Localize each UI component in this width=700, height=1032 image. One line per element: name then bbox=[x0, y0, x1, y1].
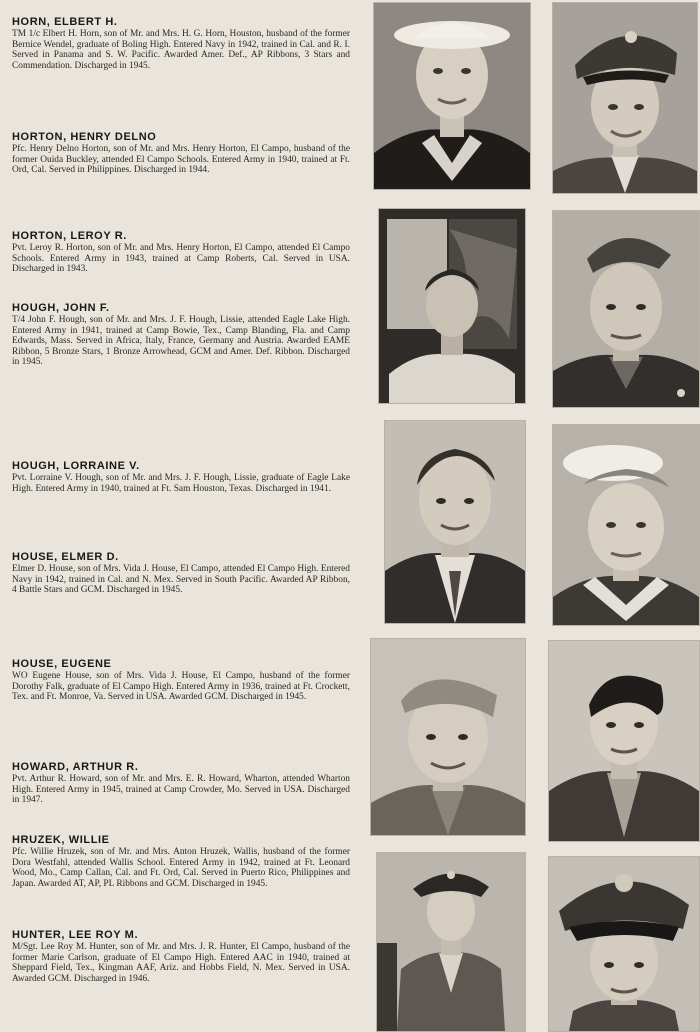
entry-bio: Pvt. Leroy R. Horton, son of Mr. and Mrs. Henry Horton, El Campo, attended El Campo Schools. Entered Army in 1943, trained at Camp Roberts, Cal. Served in USA. Discharged in 1943. bbox=[12, 243, 350, 275]
entry-horn-elbert bbox=[12, 16, 350, 71]
entry-bio: Elmer D. House, son of Mrs. Vida J. House, El Campo, attended El Campo High. Entered Navy in 1942, trained in Cal. and N. Mex. Served in South Pacific. Awarded AP Ribbon, 4 Battle Stars and GCM. Discharged in 1945. bbox=[12, 564, 350, 596]
entry-bio: M/Sgt. Lee Roy M. Hunter, son of Mr. and Mrs. J. R. Hunter, El Campo, husband of the former Marie Carlson, graduate of El Campo High. Entered AAC in 1940, trained at Sheppard Field, Tex., Kingman AAF, Ariz. and Hobbs Field, N. Mex. Served in USA. Awarded GCM. Discharged in 1946. bbox=[12, 942, 350, 984]
portrait-photo-hruzek-willie bbox=[376, 852, 526, 1032]
portrait-photo-horton-leroy bbox=[378, 208, 526, 404]
entry-name: HOWARD, ARTHUR R. bbox=[12, 761, 139, 773]
entry-horton-leroy bbox=[12, 230, 350, 275]
portrait-photo-hough-lorraine bbox=[384, 420, 526, 624]
portrait-photo-howard-arthur bbox=[548, 640, 700, 842]
entry-hruzek-willie bbox=[12, 834, 350, 889]
entry-bio: T/4 John F. Hough, son of Mr. and Mrs. J. F. Hough, Lissie, attended Eagle Lake High. Entered Army in 1941, trained at Camp Bowie, Tex., Camp Blanding, Fla. and Camp Edwards, Mass. Served in Africa, Italy, France, Germany and Austria. Awarded EAME Ribbon, 5 Bronze Stars, 1 Bronze Arrowhead, GCM and Amer. Def. Ribbon. Discharged in 1945. bbox=[12, 315, 350, 368]
portrait-photo-horton-henry bbox=[552, 2, 698, 194]
entry-name: HOUSE, ELMER D. bbox=[12, 551, 119, 563]
entry-name: HOUSE, EUGENE bbox=[12, 658, 112, 670]
entry-name: HORTON, LEROY R. bbox=[12, 230, 127, 242]
entry-name: HUNTER, LEE ROY M. bbox=[12, 929, 139, 941]
entry-hunter-leeroy bbox=[12, 929, 350, 984]
entry-bio: TM 1/c Elbert H. Horn, son of Mr. and Mrs. H. G. Horn, Houston, husband of the former Bernice Wendel, graduate of Boling High. Entered Navy in 1942, trained in Cal. and R. I. Served in Panama and S. W. Pacific. Awarded Amer. Def., AP Ribbons, 3 Stars and Commendation. Discharged in 1945. bbox=[12, 29, 350, 71]
portrait-photo-house-elmer bbox=[552, 424, 700, 626]
entry-hough-lorraine bbox=[12, 460, 350, 494]
portrait-photo-house-eugene bbox=[370, 638, 526, 836]
portrait-photo-hough-john bbox=[552, 210, 700, 408]
entry-name: HOUGH, JOHN F. bbox=[12, 302, 110, 314]
entry-name: HORTON, HENRY DELNO bbox=[12, 131, 157, 143]
entry-howard-arthur bbox=[12, 761, 350, 806]
portrait-photo-horn bbox=[373, 2, 531, 190]
entry-house-elmer bbox=[12, 551, 350, 596]
entry-hough-john bbox=[12, 302, 350, 368]
portrait-photo-hunter-leeroy bbox=[548, 856, 700, 1032]
entry-bio: Pvt. Arthur R. Howard, son of Mr. and Mrs. E. R. Howard, Wharton, attended Wharton High. Entered Army in 1945, trained at Camp Crowder, Mo. Served in USA. Discharged in 1947. bbox=[12, 774, 350, 806]
entry-bio: Pvt. Lorraine V. Hough, son of Mr. and Mrs. J. F. Hough, Lissie, graduate of Eagle Lake High. Entered Army in 1940, trained at Ft. Sam Houston, Texas. Discharged in 1941. bbox=[12, 473, 350, 494]
entry-name: HRUZEK, WILLIE bbox=[12, 834, 110, 846]
entry-house-eugene bbox=[12, 658, 350, 703]
entry-name: HORN, ELBERT H. bbox=[12, 16, 118, 28]
entry-bio: Pfc. Henry Delno Horton, son of Mr. and Mrs. Henry Horton, El Campo, husband of the former Ouida Buckley, attended El Campo Schools. Entered Army in 1940, trained at Ft. Ord, Cal. Served in Philippines. Discharged in 1944. bbox=[12, 144, 350, 176]
entry-bio: Pfc. Willie Hruzek, son of Mr. and Mrs. Anton Hruzek, Wallis, husband of the former Dora Westfahl, attended Wallis School. Entered Army in 1942, trained at Ft. Leonard Wood, Mo., Camp Callan, Cal. and Ft. Ord, Cal. Served in Puerto Rico, Philippines and Japan. Awarded AT, AP, PL Ribbons and GCM. Discharged in 1945. bbox=[12, 847, 350, 889]
entry-bio: WO Eugene House, son of Mrs. Vida J. House, El Campo, husband of the former Dorothy Falk, graduate of El Campo High. Entered Army in 1936, trained at Ft. Crockett, Tex. and Ft. Monroe, Va. Served in USA. Awarded GCM. Discharged in 1945. bbox=[12, 671, 350, 703]
entry-name: HOUGH, LORRAINE V. bbox=[12, 460, 140, 472]
entry-horton-henry bbox=[12, 131, 350, 176]
